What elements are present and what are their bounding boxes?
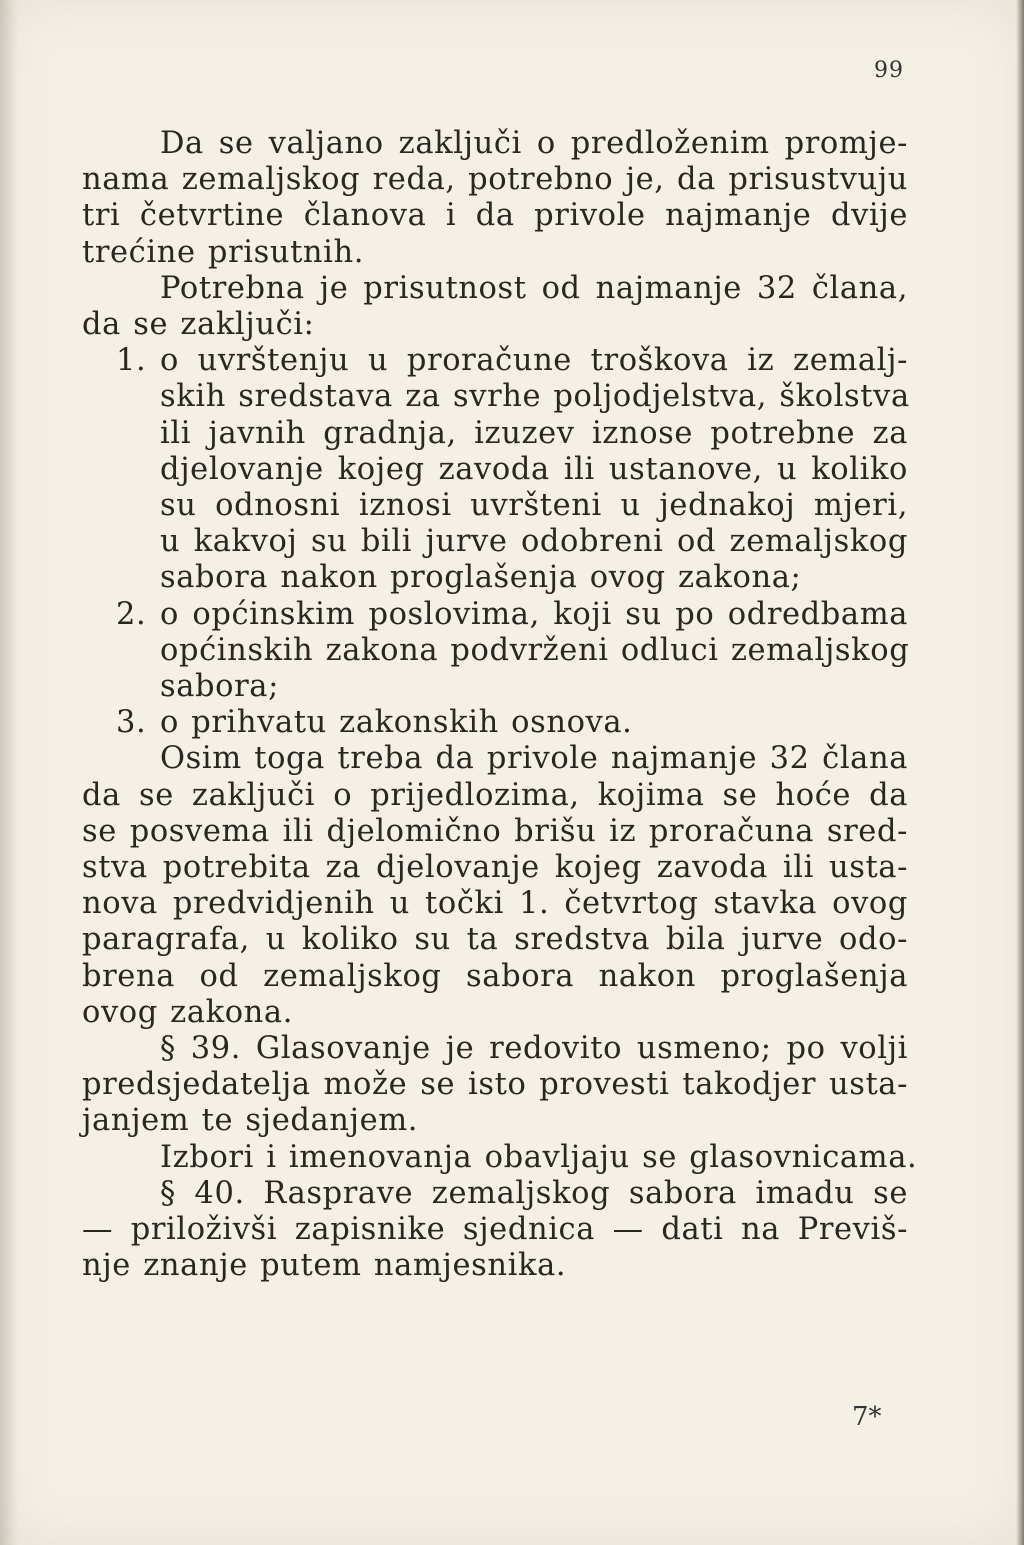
list-number: 3. [116, 705, 147, 741]
page-body [82, 126, 918, 1285]
text-line: nova predvidjenih u točki 1. četvrtog stavka ovog [82, 886, 908, 922]
text-line: da se zaključi o prijedlozima, kojima se hoće da [82, 777, 908, 813]
text-line: nama zemaljskog reda, potrebno je, da prisustvuju [82, 162, 908, 198]
list-item-3 [82, 705, 908, 741]
text-line: sabora; [160, 669, 279, 705]
text-line: da se zaključi: [82, 307, 315, 343]
text-line: Izbori i imenovanja obavljaju se glasovnicama. [160, 1139, 918, 1175]
text-line: o općinskim poslovima, koji su po odredbama [160, 596, 908, 632]
text-line: su odnosni iznosi uvršteni u jednakoj mjeri, [160, 488, 908, 524]
paragraph-elections [82, 1139, 918, 1176]
list-number: 2. [116, 596, 147, 632]
text-line: o uvrštenju u proračune troškova iz zemalj- [160, 343, 908, 379]
text-line: skih sredstava za svrhe poljodjelstva, školstva [160, 379, 910, 415]
gutter-shadow [0, 0, 18, 1545]
text-line: trećine prisutnih. [82, 234, 365, 270]
text-line: paragrafa, u koliko su ta sredstva bila jurve odo- [82, 922, 908, 958]
paragraph-3 [82, 741, 908, 1031]
text-line: janjem te sjedanjem. [82, 1103, 419, 1139]
text-line: Da se valjano zaključi o predloženim promje- [160, 126, 908, 161]
text-line: općinskih zakona podvrženi odluci zemaljskog [160, 632, 910, 668]
text-line: se posvema ili djelomično brišu iz proračuna sred- [82, 813, 908, 849]
text-line: — priloživši zapisnike sjednica — dati na Previš- [82, 1212, 908, 1248]
paragraph-section-40 [82, 1176, 908, 1285]
text-line: djelovanje kojeg zavoda ili ustanove, u koliko [160, 451, 908, 487]
text-line: § 39. Glasovanje je redovito usmeno; po volji [160, 1031, 908, 1067]
list-item-1 [82, 343, 908, 596]
text-line: tri četvrtine članova i da privole najmanje dvije [82, 198, 908, 234]
text-line: predsjedatelja može se isto provesti takodjer usta- [82, 1067, 908, 1103]
text-line: Osim toga treba da privole najmanje 32 člana [160, 741, 908, 777]
text-line: u kakvoj su bili jurve odobreni od zemaljskog [160, 524, 908, 560]
text-line: o prihvatu zakonskih osnova. [160, 705, 633, 741]
text-line: ovog zakona. [82, 994, 293, 1030]
list-number: 1. [116, 343, 147, 379]
paragraph-2 [82, 271, 908, 343]
text-line: § 40. Rasprave zemaljskog sabora imadu se [160, 1175, 908, 1211]
paragraph-1 [82, 126, 908, 271]
text-line: ili javnih gradnja, izuzev iznose potrebne za [160, 415, 908, 451]
page-edge-shadow [1016, 0, 1024, 1545]
signature-mark: 7* [852, 1402, 882, 1432]
list-item-2 [82, 597, 908, 706]
text-line: brena od zemaljskog sabora nakon proglašenja [82, 958, 908, 994]
text-line: Potrebna je prisutnost od najmanje 32 člana, [160, 270, 908, 306]
text-line: stva potrebita za djelovanje kojeg zavoda ili usta- [82, 850, 908, 886]
text-line: sabora nakon proglašenja ovog zakona; [160, 560, 802, 596]
page-number: 99 [874, 58, 904, 83]
paragraph-section-39 [82, 1031, 908, 1140]
text-line: nje znanje putem namjesnika. [82, 1248, 567, 1284]
